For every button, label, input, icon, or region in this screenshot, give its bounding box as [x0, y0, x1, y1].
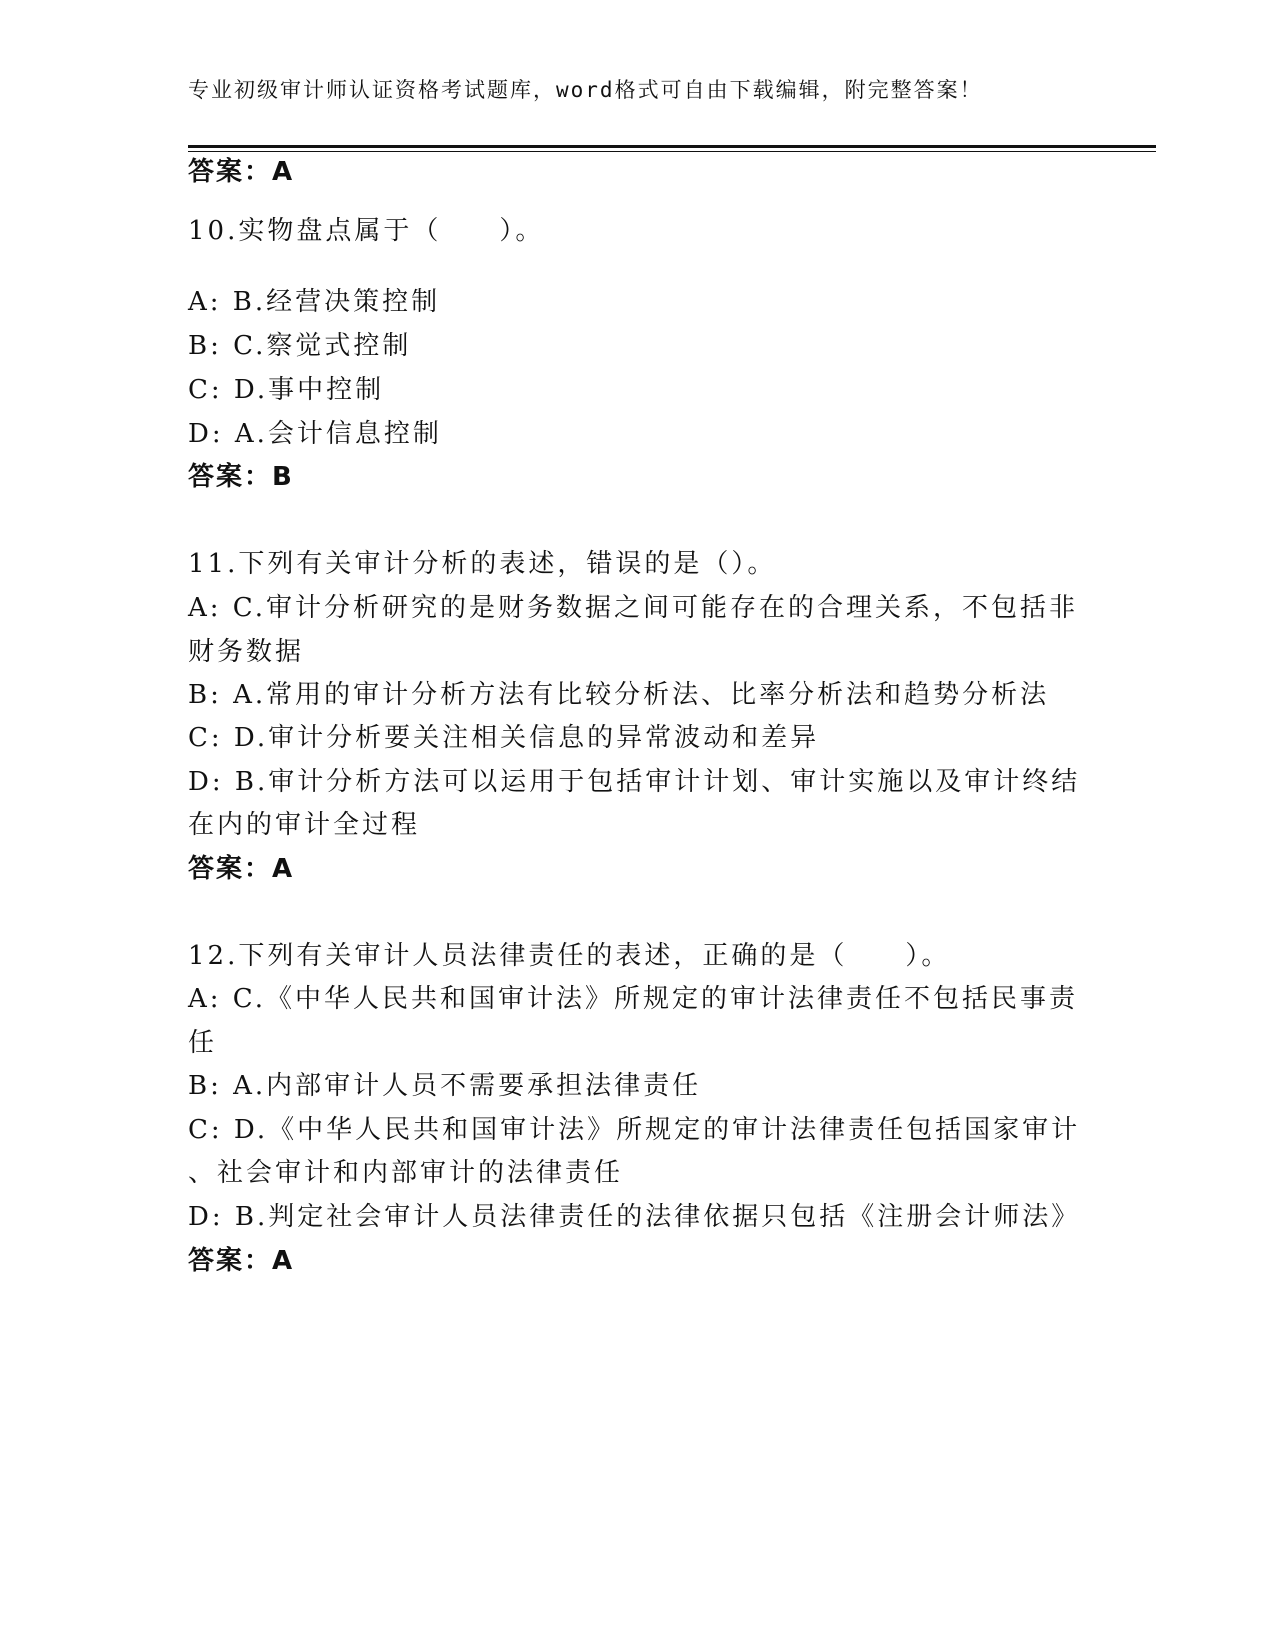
question-12-option-c: C: D.《中华人民共和国审计法》所规定的审计法律责任包括国家审计: [188, 1115, 1081, 1145]
question-11-stem: 11.下列有关审计分析的表述，错误的是（）。: [188, 549, 777, 579]
header-rule-thin: [188, 151, 1156, 152]
question-11-option-a: A: C.审计分析研究的是财务数据之间可能存在的合理关系，不包括非: [188, 593, 1079, 623]
question-10-answer: 答案：B: [188, 462, 294, 492]
question-12-option-d: D: B.判定社会审计人员法律责任的法律依据只包括《注册会计师法》: [188, 1202, 1081, 1232]
question-11-option-d-cont: 在内的审计全过程: [188, 810, 421, 840]
header-rule-thick: [188, 145, 1156, 148]
question-12-option-c-cont: 、社会审计和内部审计的法律责任: [188, 1158, 624, 1188]
question-10-option-a: A: B.经营决策控制: [188, 287, 441, 317]
page-header: 专业初级审计师认证资格考试题库，word格式可自由下载编辑，附完整答案！: [188, 78, 983, 102]
question-10-option-d: D: A.会计信息控制: [188, 419, 442, 449]
question-10-option-c: C: D.事中控制: [188, 375, 385, 405]
question-12-stem: 12.下列有关审计人员法律责任的表述，正确的是（ ）。: [188, 941, 951, 971]
question-11-option-b: B: A.常用的审计分析方法有比较分析法、比率分析法和趋势分析法: [188, 680, 1050, 710]
question-12-answer: 答案：A: [188, 1246, 295, 1276]
question-12-option-a: A: C.《中华人民共和国审计法》所规定的审计法律责任不包括民事责: [188, 984, 1079, 1014]
question-12-option-b: B: A.内部审计人员不需要承担法律责任: [188, 1071, 702, 1101]
question-12-option-a-cont: 任: [188, 1028, 218, 1058]
question-11-answer: 答案：A: [188, 854, 295, 884]
question-10-stem: 10.实物盘点属于（ ）。: [188, 216, 545, 246]
question-11-option-d: D: B.审计分析方法可以运用于包括审计计划、审计实施以及审计终结: [188, 767, 1081, 797]
previous-answer: 答案：A: [188, 157, 295, 187]
question-11-option-c: C: D.审计分析要关注相关信息的异常波动和差异: [188, 723, 820, 753]
question-11-option-a-cont: 财务数据: [188, 637, 305, 667]
question-10-option-b: B: C.察觉式控制: [188, 331, 412, 361]
